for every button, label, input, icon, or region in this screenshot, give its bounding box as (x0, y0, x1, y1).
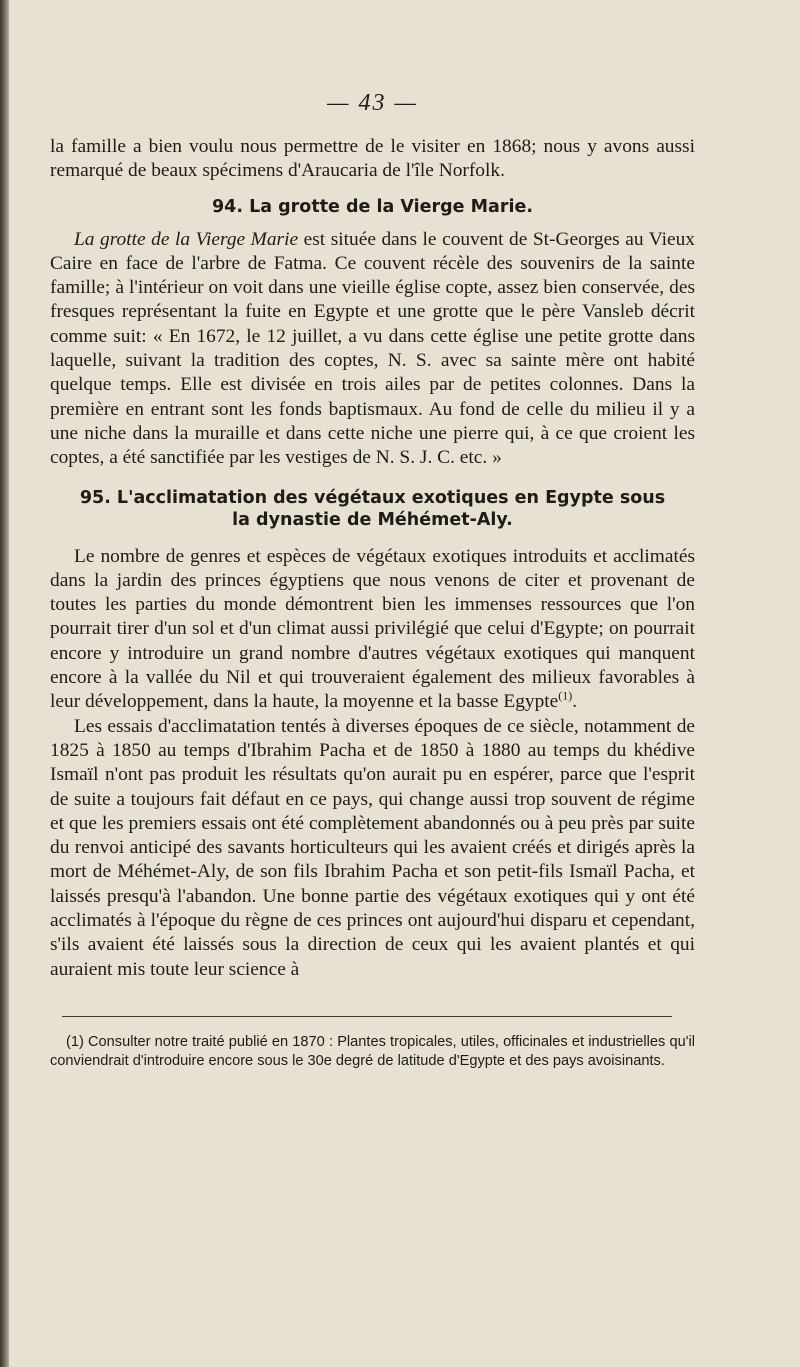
section-95-heading (50, 487, 695, 531)
section-95-paragraph-2: Les essais d'acclimatation tentés à diverses époques de ce siècle, notamment de 1825 à 1850 au temps d'Ibrahim Pacha et de 1850 à 1880 au temps du khédive Ismaïl n'ont pas produit les résultats qu'on aurait pu en espérer, parce que l'esprit de suite a toujours fait défaut en ce pays, qui change aussi trop souvent de régime et que les premiers essais ont été complètement abandonnés ou à peu près par suite du renvoi anticipé des savants horticulteurs qui les avaient créés et dirigés après la mort de Méhémet-Aly, de son fils Ibrahim Pacha et son petit-fils Ismaïl Pacha, et laissés presqu'à l'abandon. Une bonne partie des végétaux exotiques qui y ont été acclimatés à l'époque du règne de ces princes ont aujourd'hui disparu et cependant, s'ils avaient été laissés sous la direction de ceux qui les avaient plantés et qui auraient mis toute leur science à (50, 715, 695, 980)
intro-paragraph: la famille a bien voulu nous permettre de le visiter en 1868; nous y avons aussi remarqué de beaux spécimens d'Araucaria de l'île Norfolk. (50, 136, 695, 182)
section-94-body: est située dans le couvent de St-Georges au Vieux Caire en face de l'arbre de Fatma. Ce couvent récèle des souvenirs de la sainte famille; à l'intérieur on voit dans une vieille église copte, assez bien conservée, des fresques représentant la fuite en Egypte et une grotte que le père Vansleb décrit comme suit: « En 1672, le 12 juillet, a vu dans cette église une petite grotte dans laquelle, suivant la tradition des coptes, N. S. avec sa sainte mère ont habité quelque temps. Elle est divisée en trois ailes par de petites colonnes. Dans la première en entrant sont les fonds baptismaux. Au fond de celle du milieu il y a une niche dans la muraille et dans cette niche une pierre qui, à ce que croient les coptes, a été sanctifiée par les vestiges de N. S. J. C. etc. » (50, 228, 695, 469)
section-95-paragraph-1-text: Le nombre de genres et espèces de végétaux exotiques introduits et acclimatés dans la jardin des princes égyptiens que nous venons de citer et provenant de toutes les parties du monde démontrent bien les immenses ressources que l'on pourrait tirer d'un sol et d'un climat aussi privilégié que celui d'Egypte; on pourrait encore y introduire un grand nombre d'autres végétaux exotiques qui manquent encore à la vallée du Nil et qui trouveraient également des milieux favorables à leur développement, dans la haute, la moyenne et la basse Egypte (50, 545, 695, 713)
section-95-paragraph-1 (50, 545, 695, 715)
book-binding-edge (0, 0, 9, 1367)
section-95-heading-line1: 95. L'acclimatation des végétaux exotiques en Egypte sous (79, 487, 666, 508)
footnote: (1) Consulter notre traité publié en 1870 : Plantes tropicales, utiles, officinales et industrielles qu'il conviendrait d'introduire encore sous le 30e degré de latitude d'Egypte et des pays avoisinants. (50, 1033, 695, 1069)
book-page (50, 90, 695, 1071)
section-95-heading-line2: la dynastie de Méhémet-Aly. (232, 509, 513, 530)
footnote-divider (62, 1016, 672, 1017)
section-94-heading: 94. La grotte de la Vierge Marie. (212, 196, 533, 217)
footnote-reference: (1) (558, 688, 573, 703)
section-94-paragraph (50, 228, 695, 471)
page-number: — 43 — (327, 90, 418, 116)
section-94-lead-italic: La grotte de la Vierge Marie (74, 228, 299, 250)
section-95-paragraph-1-end: . (572, 691, 578, 713)
